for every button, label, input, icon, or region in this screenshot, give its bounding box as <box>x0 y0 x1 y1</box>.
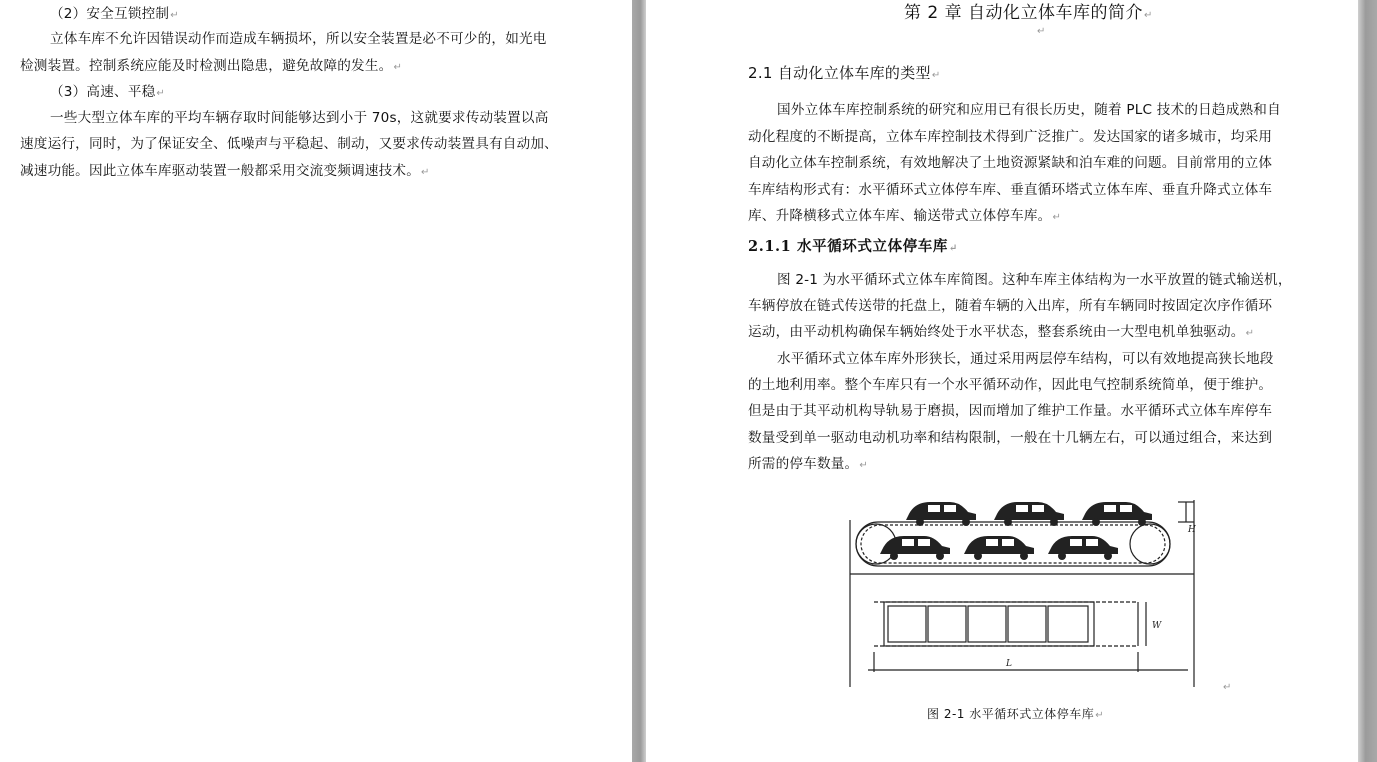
parking-garage-figure <box>848 492 1206 688</box>
text-line: 国外立体车库控制系统的研究和应用已有很长历史，随着 PLC 技术的日趋成熟和自 <box>777 102 1281 118</box>
text-line: 数量受到单一驱动电动机功率和结构限制，一般在十几辆左右，可以通过组合，来达到 <box>748 430 1273 446</box>
text-line: 立体车库不允许因错误动作而造成车辆损坏，所以安全装置是必不可少的，如光电 <box>50 31 547 47</box>
left-page <box>0 0 632 762</box>
text-line: 减速功能。因此立体车库驱动装置一般都采用交流变频调速技术。↵ <box>20 163 430 179</box>
text-line: 速度运行，同时，为了保证安全、低噪声与平稳起、制动，又要求传动装置具有自动加、 <box>20 136 558 152</box>
figure-label-h: H <box>1188 525 1196 535</box>
heading-safety-interlock: （2）安全互锁控制↵ <box>50 6 179 22</box>
text-line: 车辆停放在链式传送带的托盘上，随着车辆的入出库，所有车辆同时按固定次序作循环 <box>748 298 1273 314</box>
text-line: 但是由于其平动机构导轨易于磨损，因而增加了维护工作量。水平循环式立体车库停车 <box>748 403 1273 419</box>
figure-caption: 图 2-1 水平循环式立体停车库↵ <box>927 707 1105 721</box>
text-line: 水平循环式立体车库外形狭长，通过采用两层停车结构，可以有效地提高狭长地段 <box>777 351 1274 367</box>
garage-diagram <box>848 492 1206 688</box>
subsection-title: 2.1.1 水平循环式立体停车库↵ <box>748 238 958 255</box>
page-gutter <box>632 0 646 762</box>
text-line: 图 2-1 为水平循环式立体车库简图。这种车库主体结构为一水平放置的链式输送机， <box>777 272 1292 288</box>
figure-paragraph-mark: ↵ <box>1223 682 1232 693</box>
text-line: 的土地利用率。整个车库只有一个水平循环动作，因此电气控制系统简单，便于维护。 <box>748 377 1273 393</box>
chapter-title: 第 2 章 自动化立体车库的简介↵ <box>904 3 1153 23</box>
text-line: 动化程度的不断提高，立体车库控制技术得到广泛推广。发达国家的诸多城市，均采用 <box>748 129 1273 145</box>
figure-label-l: L <box>1006 659 1012 669</box>
heading-high-speed: （3）高速、平稳↵ <box>50 84 165 100</box>
text-line: 车库结构形式有：水平循环式立体停车库、垂直循环塔式立体车库、垂直升降式立体车 <box>748 182 1273 198</box>
text-line: 所需的停车数量。↵ <box>748 456 868 472</box>
window-background-edge <box>1358 0 1377 762</box>
text-line: 一些大型立体车库的平均车辆存取时间能够达到小于 70s，这就要求传动装置以高 <box>50 110 549 126</box>
empty-paragraph-mark: ↵ <box>1037 26 1046 37</box>
text-line: 检测装置。控制系统应能及时检测出隐患，避免故障的发生。↵ <box>20 58 403 74</box>
figure-label-w: W <box>1152 621 1162 631</box>
text-line: 运动，由平动机构确保车辆始终处于水平状态，整套系统由一大型电机单独驱动。↵ <box>748 324 1255 340</box>
section-title: 2.1 自动化立体车库的类型↵ <box>748 64 941 82</box>
text-line: 自动化立体车控制系统，有效地解决了土地资源紧缺和泊车难的问题。目前常用的立体 <box>748 155 1273 171</box>
text-line: 库、升降横移式立体车库、输送带式立体停车库。↵ <box>748 208 1062 224</box>
